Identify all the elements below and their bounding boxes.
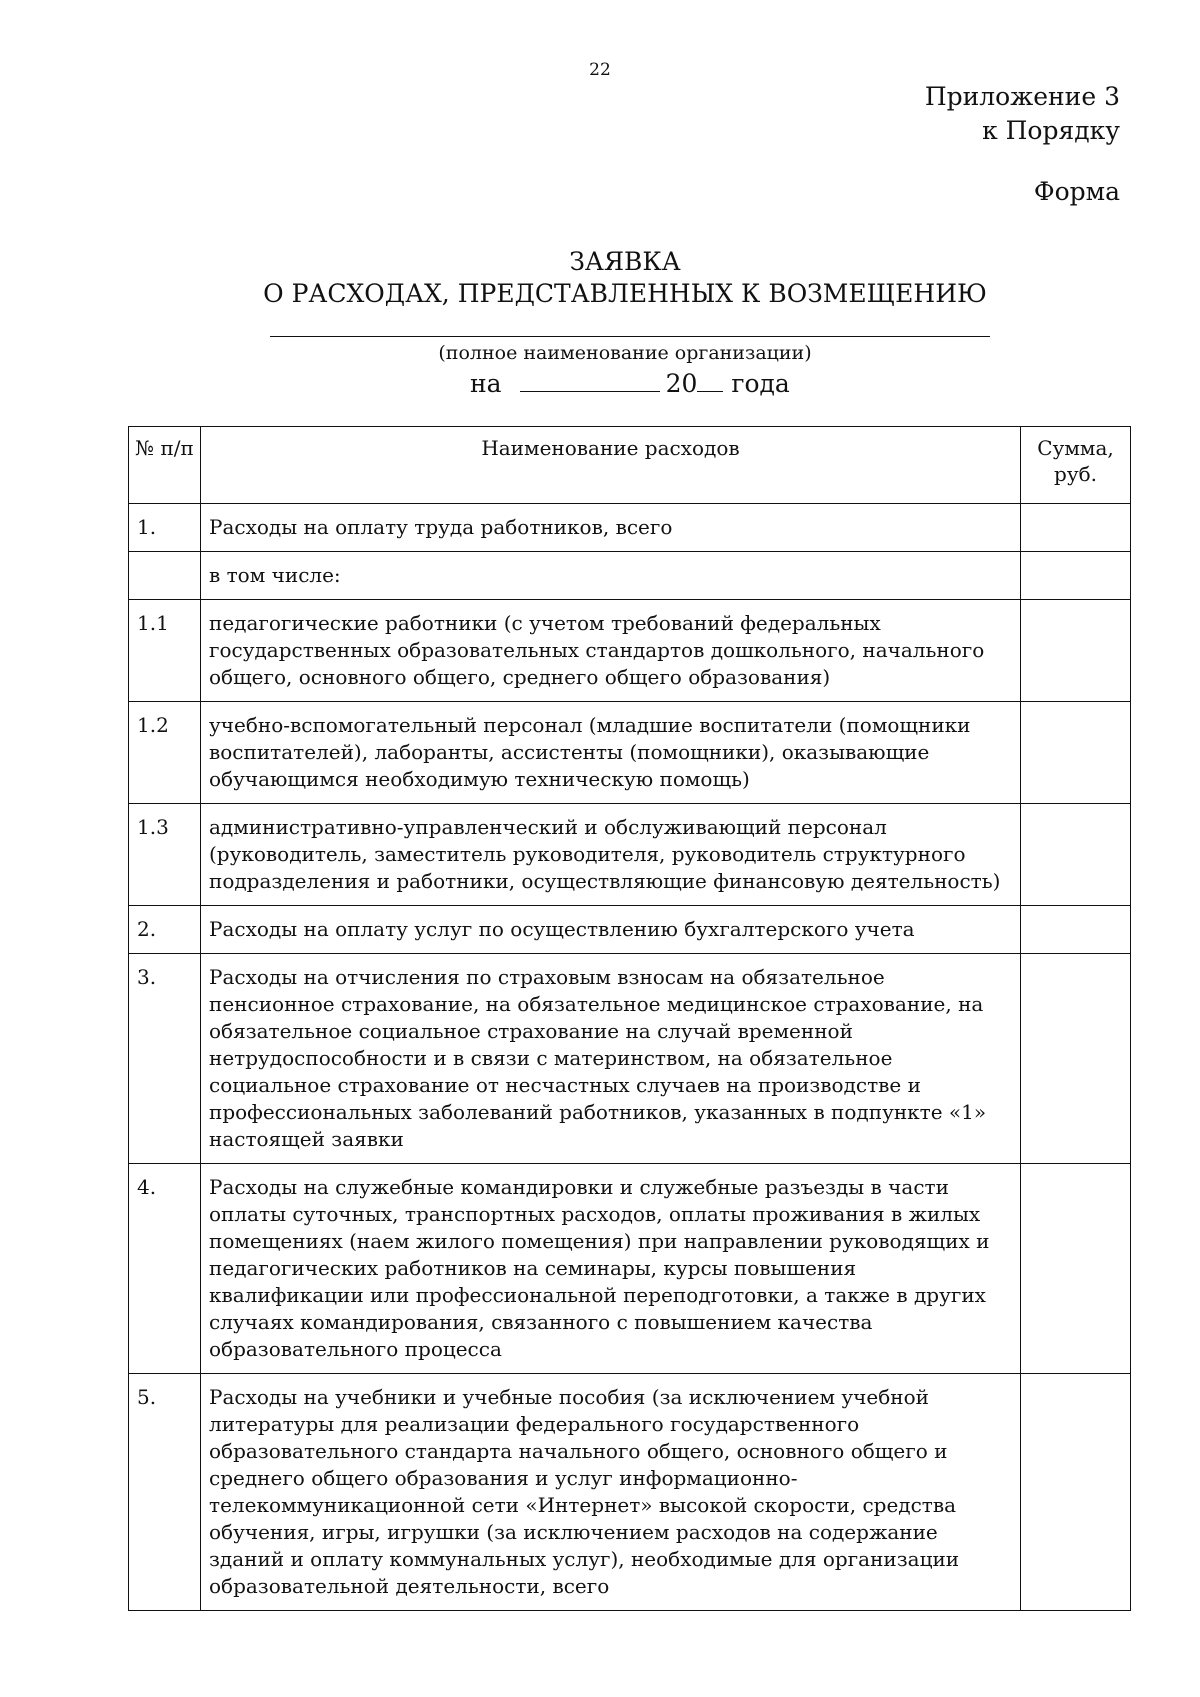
row-name: Расходы на учебники и учебные пособия (за исключением учебной литературы для реализации федерального государственного образовательного стандарта начального общего, основного общего и среднего общего образования и услуг информационно-телекоммуникационной сети «Интернет» высокой скорости, средства обучения, игры, игрушки (за исключением расходов на содержание зданий и оплату коммунальных услуг), необходимые для организации образовательной деятельности, всего xyxy=(201,1374,1021,1611)
row-sum xyxy=(1021,1164,1131,1374)
table-row xyxy=(129,600,1131,702)
row-number: 1. xyxy=(129,504,201,552)
row-name: педагогические работники (с учетом требований федеральных государственных образовательных стандартов дошкольного, начального общего, основного общего, среднего общего образования) xyxy=(201,600,1021,702)
table-row xyxy=(129,504,1131,552)
row-name: Расходы на отчисления по страховым взносам на обязательное пенсионное страхование, на обязательное медицинское страхование, на обязательное социальное страхование на случай временной нетрудоспособности и в связи с материнством, на обязательное социальное страхование от несчастных случаев на производстве и профессиональных заболеваний работников, указанных в подпункте «1» настоящей заявки xyxy=(201,954,1021,1164)
appendix-line-1: Приложение 3 xyxy=(924,82,1120,111)
row-name: административно-управленческий и обслуживающий персонал (руководитель, заместитель руководителя, руководитель структурного подразделения и работники, осуществляющие финансовую деятельность) xyxy=(201,804,1021,906)
row-sum xyxy=(1021,804,1131,906)
organization-name-line xyxy=(270,336,990,337)
row-sum xyxy=(1021,1374,1131,1611)
row-number: 1.3 xyxy=(129,804,201,906)
row-name: Расходы на оплату услуг по осуществлению бухгалтерского учета xyxy=(201,906,1021,954)
table-header-row xyxy=(129,427,1131,504)
form-label: Форма xyxy=(1033,177,1120,206)
row-name: в том числе: xyxy=(201,552,1021,600)
header-sum: Сумма, руб. xyxy=(1021,427,1131,504)
organization-caption: (полное наименование организации) xyxy=(438,342,812,364)
row-name: учебно-вспомогательный персонал (младшие воспитатели (помощники воспитателей), лаборанты, ассистенты (помощники), оказывающие обучающимся необходимую техническую помощь) xyxy=(201,702,1021,804)
row-name: Расходы на оплату труда работников, всего xyxy=(201,504,1021,552)
table-row xyxy=(129,1164,1131,1374)
row-number: 3. xyxy=(129,954,201,1164)
row-number xyxy=(129,552,201,600)
year-blank xyxy=(697,371,723,392)
row-number: 1.2 xyxy=(129,702,201,804)
row-sum xyxy=(1021,954,1131,1164)
row-sum xyxy=(1021,600,1131,702)
row-number: 5. xyxy=(129,1374,201,1611)
header-name: Наименование расходов xyxy=(201,427,1021,504)
row-number: 2. xyxy=(129,906,201,954)
table-row xyxy=(129,954,1131,1164)
table-row xyxy=(129,552,1131,600)
row-sum xyxy=(1021,504,1131,552)
document-title xyxy=(0,246,1200,310)
period-prefix: на xyxy=(470,369,502,398)
title-line-1: ЗАЯВКА xyxy=(569,247,681,276)
row-sum xyxy=(1021,702,1131,804)
row-number: 4. xyxy=(129,1164,201,1374)
page-number: 22 xyxy=(589,60,611,80)
period-year-prefix: 20 xyxy=(665,369,698,398)
title-line-2: О РАСХОДАХ, ПРЕДСТАВЛЕННЫХ К ВОЗМЕЩЕНИЮ xyxy=(263,279,987,308)
period-suffix: года xyxy=(731,369,790,398)
row-sum xyxy=(1021,906,1131,954)
table-row xyxy=(129,804,1131,906)
period-line xyxy=(470,369,790,398)
appendix-reference xyxy=(925,80,1120,148)
header-number: № п/п xyxy=(129,427,201,504)
appendix-line-2: к Порядку xyxy=(982,116,1120,145)
table-row xyxy=(129,1374,1131,1611)
row-number: 1.1 xyxy=(129,600,201,702)
table-row xyxy=(129,906,1131,954)
expenses-table xyxy=(128,426,1131,1611)
period-blank xyxy=(520,371,660,392)
table-row xyxy=(129,702,1131,804)
row-sum xyxy=(1021,552,1131,600)
row-name: Расходы на служебные командировки и служебные разъезды в части оплаты суточных, транспортных расходов, оплаты проживания в жилых помещениях (наем жилого помещения) при направлении руководящих и педагогических работников на семинары, курсы повышения квалификации или профессиональной переподготовки, а также в других случаях командирования, связанного с повышением качества образовательного процесса xyxy=(201,1164,1021,1374)
